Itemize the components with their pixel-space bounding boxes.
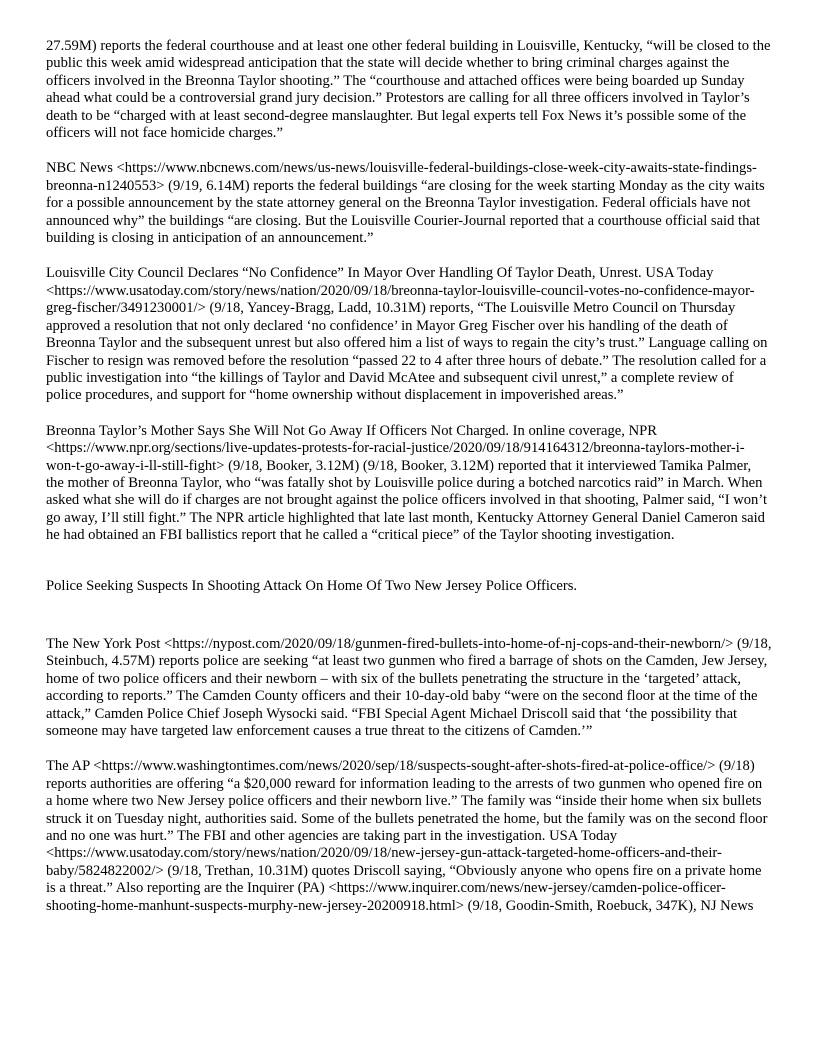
paragraph-courthouse-closure: 27.59M) reports the federal courthouse and at least one other federal building in Louisville, Kentucky, “will be closed to the public this week amid widespread anticipation that the state will decide whether to bring criminal charges against the officers involved in the Breonna Taylor shooting.” The “courthouse and attached offices were being boarded up Sunday ahead what could be a controversial grand jury decision.” Protestors are calling for all three officers involved in Taylor’s death to be “charged with at least second-degree manslaughter. But legal experts tell Fox News it’s possible some of the officers will not face homicide charges.” [46, 38, 771, 142]
paragraph-taylor-mother: Breonna Taylor’s Mother Says She Will Not Go Away If Officers Not Charged. In online coverage, NPR <https://www.npr.org/sections/live-updates-protests-for-racial-justice/2020/09/18/914164312/breonna-taylors-mother-i-won-t-go-away-i-ll-still-fight> (9/18, Booker, 3.12M) (9/18, Booker, 3.12M) reported that it interviewed Tamika Palmer, the mother of Breonna Taylor, who “was fatally shot by Louisville police during a botched narcotics raid” in March. When asked what she will do if charges are not brought against the police officers involved in that shooting, Palmer said, “I won’t go away, I’ll still fight.” The NPR article highlighted that late last month, Kentucky Attorney General Daniel Cameron said he had obtained an FBI ballistics report that he called a “critical piece” of the Taylor shooting investigation. [46, 422, 768, 544]
document-page [46, 38, 772, 915]
paragraph-city-council: Louisville City Council Declares “No Confidence” In Mayor Over Handling Of Taylor Death, Unrest. USA Today <https://www.usatoday.com/story/news/nation/2020/09/18/breonna-taylor-louisville-council-votes-no-confidence-mayor-greg-fischer/3491230001/> (9/18, Yancey-Bragg, Ladd, 10.31M) reports, “The Louisville Metro Council on Thursday approved a resolution that not only declared ‘no confidence’ in Mayor Greg Fischer over his handling of the death of Breonna Taylor and the subsequent unrest but also offered him a list of ways to regain the city’s trust.” Language calling on Fischer to resign was removed before the resolution “passed 22 to 4 after three hours of debate.” The resolution called for a public investigation into “the killings of Taylor and David McAtee and subsequent civil unrest,” a complete review of police procedures, and support for “home ownership without displacement in impoverished areas.” [46, 265, 768, 404]
paragraph-ny-post: The New York Post <https://nypost.com/2020/09/18/gunmen-fired-bullets-into-home-of-nj-cops-and-their-newborn/> (9/18, Steinbuch, 4.57M) reports police are seeking “at least two gunmen who fired a barrage of shots on the Camden, Jew Jersey, home of two police officers and their newborn – with six of the bullets penetrating the structure in the ‘targeted’ attack, according to reports.” The Camden County officers and their 10-day-old baby “were on the second floor at the time of the attack,” Camden Police Chief Joseph Wysocki said. “FBI Special Agent Michael Driscoll said that ‘the possibility that someone may have targeted law enforcement causes a true threat to the citizens of Camden.’” [46, 635, 772, 739]
paragraph-ap-report: The AP <https://www.washingtontimes.com/news/2020/sep/18/suspects-sought-after-shots-fired-at-police-office/> (9/18) reports authorities are offering “a $20,000 reward for information leading to the arrests of two gunmen who opened fire on a home where two New Jersey police officers and their newborn live.” The family was “inside their home when six bullets struck it on Tuesday night, authorities said. Some of the bullets penetrated the home, but the family was on the second floor and no one was hurt.” The FBI and other agencies are taking part in the investigation. USA Today <https://www.usatoday.com/story/news/nation/2020/09/18/new-jersey-gun-attack-targeted-home-officers-and-their-baby/5824822002/> (9/18, Trethan, 10.31M) quotes Driscoll saying, “Obviously anyone who opens fire on a private home is a threat.” Also reporting are the Inquirer (PA) <https://www.inquirer.com/news/new-jersey/camden-police-officer-shooting-home-manhunt-suspects-murphy-new-jersey-20200918.html> (9/18, Goodin-Smith, Roebuck, 347K), NJ News [46, 758, 768, 914]
paragraph-nbc-news: NBC News <https://www.nbcnews.com/news/us-news/louisville-federal-buildings-close-week-city-awaits-state-findings-breonna-n1240553> (9/19, 6.14M) reports the federal buildings “are closing for the week starting Monday as the city waits for a possible announcement by the state attorney general on the Breonna Taylor investigation. Federal officials have not announced why” the buildings “are closing. But the Louisville Courier-Journal reported that a courthouse official said that building is closing in anticipation of an announcement.” [46, 160, 765, 247]
section-heading: Police Seeking Suspects In Shooting Attack On Home Of Two New Jersey Police Officers. [46, 577, 578, 594]
